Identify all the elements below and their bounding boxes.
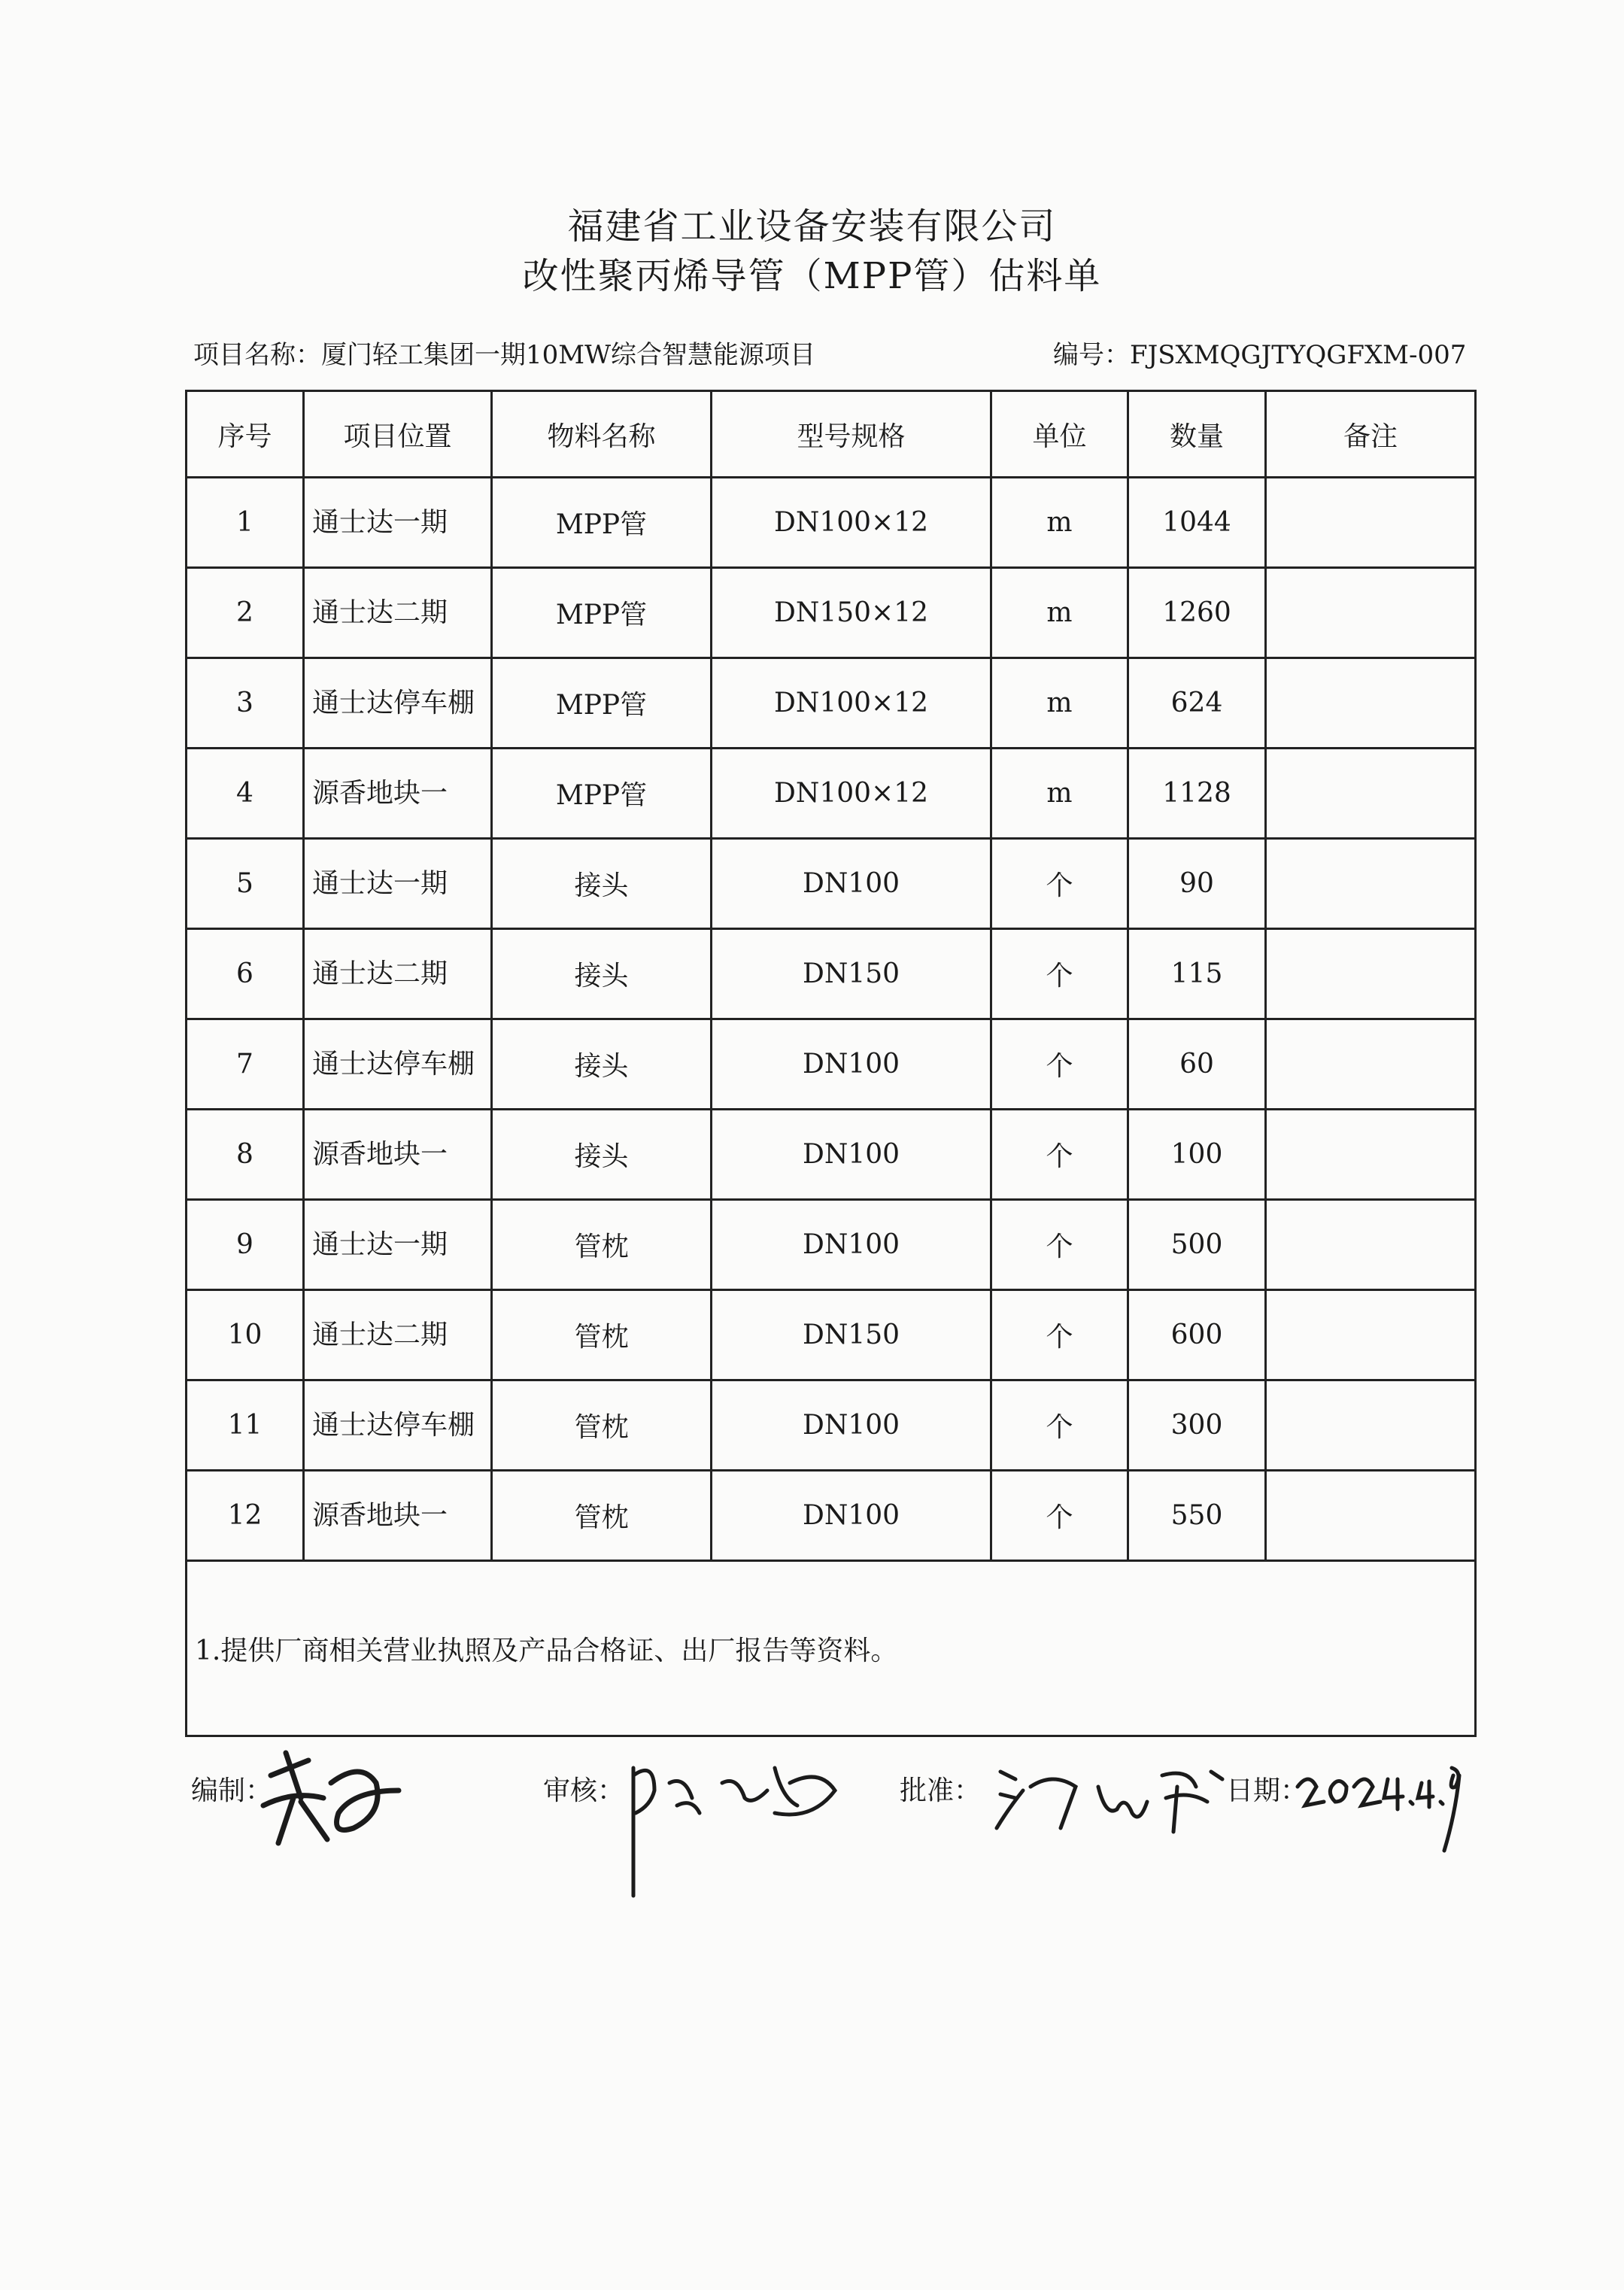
cell-qty: 115: [1128, 929, 1266, 1019]
cell-qty: 300: [1128, 1380, 1266, 1471]
cell-location: 通士达停车棚: [304, 1380, 492, 1471]
cell-no: 7: [187, 1019, 304, 1110]
cell-remark: [1266, 839, 1476, 929]
cell-qty: 1128: [1128, 749, 1266, 839]
cell-qty: 100: [1128, 1110, 1266, 1200]
cell-material: 接头: [492, 839, 712, 929]
approver-signature: [993, 1757, 1234, 1839]
cell-no: 9: [187, 1200, 304, 1290]
reviewer-signature: [624, 1753, 850, 1903]
cell-material: 管枕: [492, 1380, 712, 1471]
cell-remark: [1266, 1200, 1476, 1290]
document-code-label: 编号：: [1053, 340, 1130, 370]
header-cell-remark: 备注: [1266, 391, 1476, 478]
cell-spec: DN150: [712, 929, 991, 1019]
cell-material: 管枕: [492, 1200, 712, 1290]
cell-unit: m: [991, 658, 1128, 749]
cell-location: 通士达停车棚: [304, 1019, 492, 1110]
project-name-label: 项目名称：: [193, 340, 321, 370]
cell-material: MPP管: [492, 568, 712, 658]
cell-material: 管枕: [492, 1290, 712, 1380]
cell-unit: 个: [991, 839, 1128, 929]
cell-qty: 1260: [1128, 568, 1266, 658]
header-cell-location: 项目位置: [304, 391, 492, 478]
cell-no: 4: [187, 749, 304, 839]
cell-unit: 个: [991, 929, 1128, 1019]
cell-remark: [1266, 478, 1476, 568]
cell-unit: 个: [991, 1019, 1128, 1110]
table-row: [187, 929, 1476, 1019]
table-row: [187, 478, 1476, 568]
cell-no: 10: [187, 1290, 304, 1380]
cell-material: MPP管: [492, 658, 712, 749]
approver-label: 批准：: [900, 1775, 982, 1806]
cell-remark: [1266, 1110, 1476, 1200]
table-row: [187, 1471, 1476, 1561]
cell-no: 3: [187, 658, 304, 749]
cell-remark: [1266, 929, 1476, 1019]
cell-unit: m: [991, 568, 1128, 658]
header-cell-unit: 单位: [991, 391, 1128, 478]
cell-qty: 600: [1128, 1290, 1266, 1380]
table-row: [187, 1380, 1476, 1471]
cell-spec: DN100: [712, 1200, 991, 1290]
header-cell-no: 序号: [187, 391, 304, 478]
cell-material: MPP管: [492, 749, 712, 839]
cell-unit: 个: [991, 1110, 1128, 1200]
cell-no: 6: [187, 929, 304, 1019]
cell-unit: 个: [991, 1471, 1128, 1561]
cell-location: 源香地块一: [304, 749, 492, 839]
table-body: [187, 478, 1476, 1561]
cell-material: MPP管: [492, 478, 712, 568]
cell-spec: DN100: [712, 839, 991, 929]
cell-spec: DN100×12: [712, 658, 991, 749]
note-row: [187, 1561, 1476, 1736]
company-title: 福建省工业设备安装有限公司: [567, 205, 1057, 248]
cell-no: 8: [187, 1110, 304, 1200]
document-code-value: FJSXMQGJTYQGFXM-007: [1130, 340, 1467, 370]
cell-remark: [1266, 658, 1476, 749]
compiler-signature: [256, 1745, 421, 1858]
cell-remark: [1266, 1380, 1476, 1471]
table-row: [187, 1290, 1476, 1380]
estimate-table: [185, 390, 1477, 1737]
table-row: [187, 568, 1476, 658]
cell-location: 通士达一期: [304, 839, 492, 929]
project-name-line: [193, 334, 815, 371]
cell-remark: [1266, 749, 1476, 839]
cell-no: 1: [187, 478, 304, 568]
note-text: 1.提供厂商相关营业执照及产品合格证、出厂报告等资料。: [187, 1561, 1476, 1736]
header-cell-material: 物料名称: [492, 391, 712, 478]
cell-remark: [1266, 1290, 1476, 1380]
document-code-line: [1053, 334, 1466, 371]
table-row: [187, 839, 1476, 929]
cell-unit: 个: [991, 1380, 1128, 1471]
cell-no: 12: [187, 1471, 304, 1561]
date-label: 日期：: [1226, 1775, 1308, 1806]
cell-qty: 550: [1128, 1471, 1266, 1561]
cell-unit: 个: [991, 1290, 1128, 1380]
cell-spec: DN100×12: [712, 749, 991, 839]
cell-unit: m: [991, 749, 1128, 839]
date-handwriting: [1294, 1753, 1467, 1858]
cell-qty: 1044: [1128, 478, 1266, 568]
cell-qty: 60: [1128, 1019, 1266, 1110]
cell-location: 源香地块一: [304, 1110, 492, 1200]
cell-location: 源香地块一: [304, 1471, 492, 1561]
cell-material: 接头: [492, 929, 712, 1019]
cell-location: 通士达一期: [304, 478, 492, 568]
cell-location: 通士达二期: [304, 1290, 492, 1380]
header-cell-spec: 型号规格: [712, 391, 991, 478]
cell-qty: 90: [1128, 839, 1266, 929]
cell-unit: 个: [991, 1200, 1128, 1290]
cell-remark: [1266, 1471, 1476, 1561]
cell-qty: 624: [1128, 658, 1266, 749]
table-row: [187, 749, 1476, 839]
reviewer-label: 审核：: [543, 1775, 625, 1806]
cell-no: 2: [187, 568, 304, 658]
cell-no: 5: [187, 839, 304, 929]
cell-location: 通士达停车棚: [304, 658, 492, 749]
cell-spec: DN100×12: [712, 478, 991, 568]
table-header-row: [187, 391, 1476, 478]
compiler-label: 编制：: [191, 1775, 273, 1806]
cell-spec: DN100: [712, 1380, 991, 1471]
cell-unit: m: [991, 478, 1128, 568]
cell-material: 接头: [492, 1019, 712, 1110]
cell-spec: DN150×12: [712, 568, 991, 658]
cell-location: 通士达二期: [304, 929, 492, 1019]
header-cell-qty: 数量: [1128, 391, 1266, 478]
project-name-value: 厦门轻工集团一期10MW综合智慧能源项目: [321, 340, 816, 370]
table-row: [187, 1200, 1476, 1290]
cell-spec: DN100: [712, 1019, 991, 1110]
cell-material: 管枕: [492, 1471, 712, 1561]
form-title: 改性聚丙烯导管（MPP管）估料单: [522, 255, 1102, 297]
cell-remark: [1266, 1019, 1476, 1110]
cell-location: 通士达二期: [304, 568, 492, 658]
table-row: [187, 658, 1476, 749]
cell-qty: 500: [1128, 1200, 1266, 1290]
cell-remark: [1266, 568, 1476, 658]
table-row: [187, 1019, 1476, 1110]
table-row: [187, 1110, 1476, 1200]
cell-spec: DN100: [712, 1110, 991, 1200]
cell-spec: DN100: [712, 1471, 991, 1561]
cell-material: 接头: [492, 1110, 712, 1200]
cell-no: 11: [187, 1380, 304, 1471]
cell-spec: DN150: [712, 1290, 991, 1380]
cell-location: 通士达一期: [304, 1200, 492, 1290]
